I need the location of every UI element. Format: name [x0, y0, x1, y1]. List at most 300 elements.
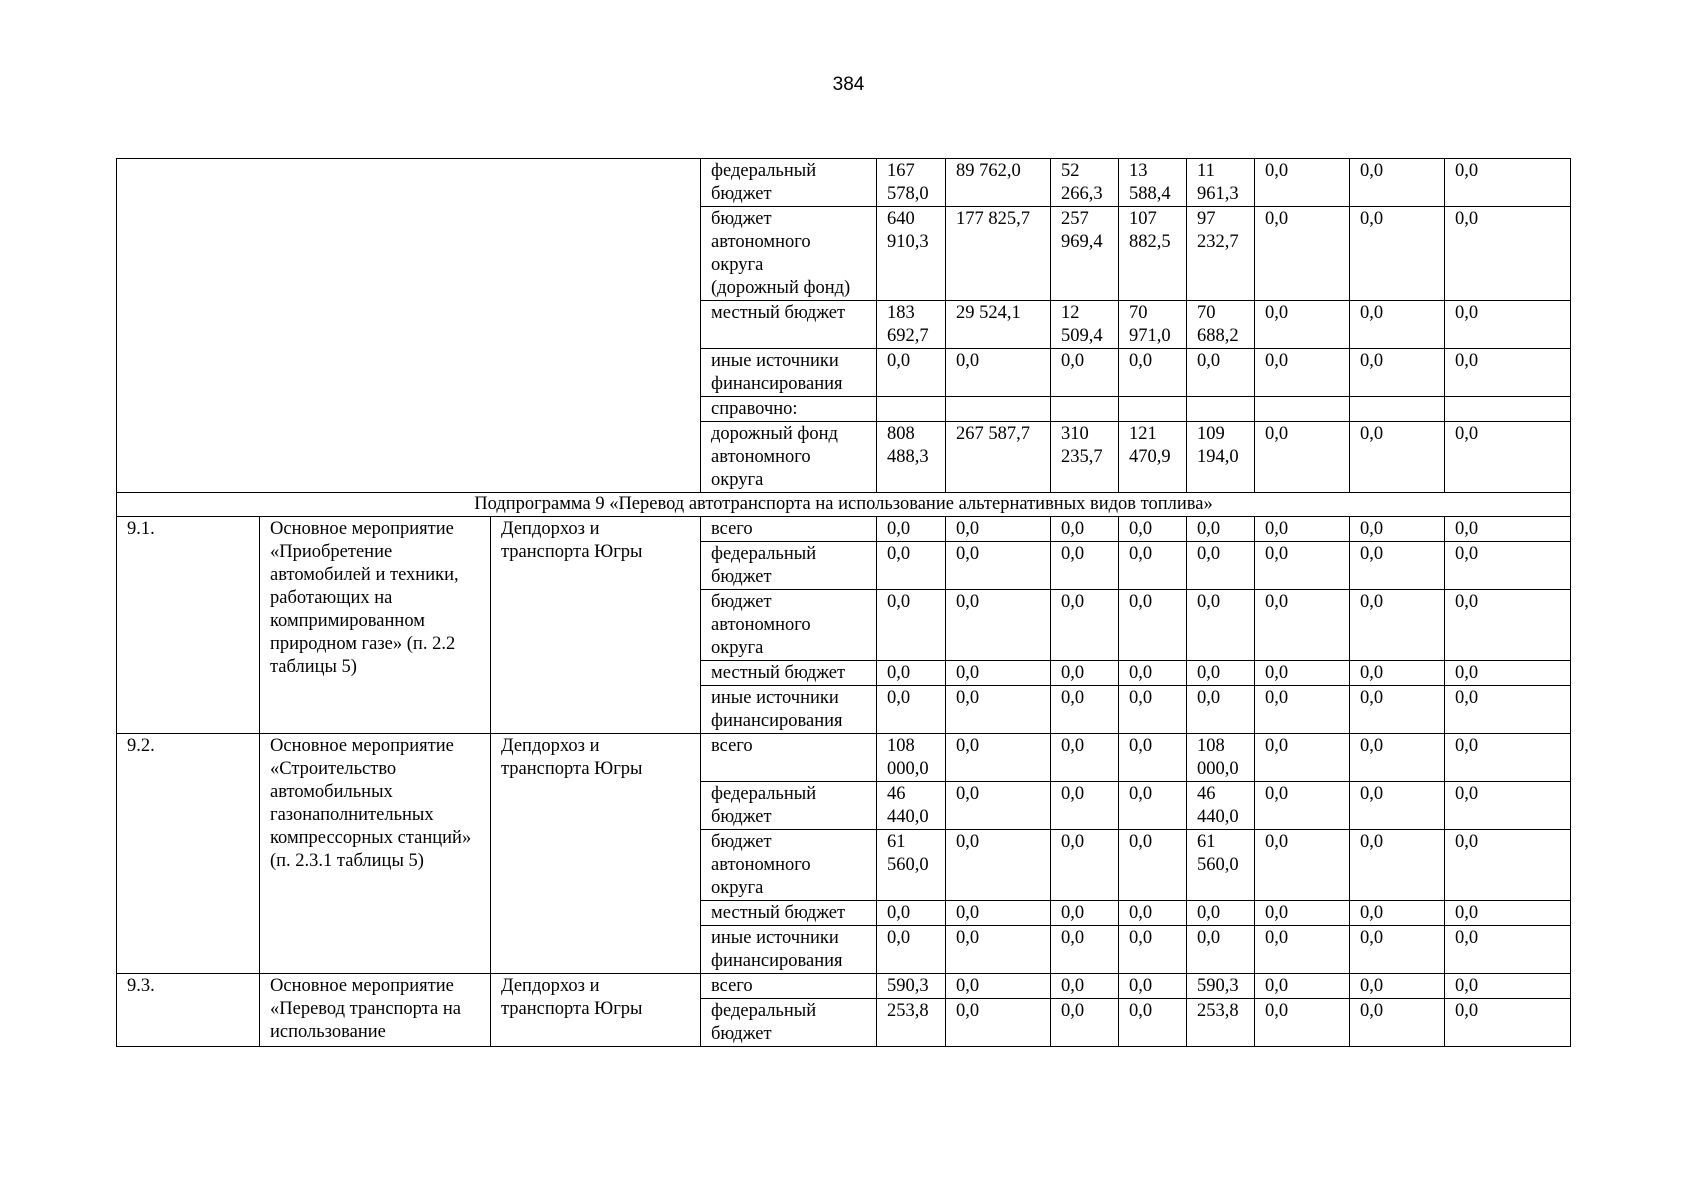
amount-cell-text: 70 688,2 [1197, 303, 1239, 346]
funding-source-cell [701, 349, 877, 397]
amount-cell [877, 782, 946, 830]
amount-cell [1255, 830, 1350, 901]
amount-cell [1445, 734, 1571, 782]
amount-cell-text: 0,0 [1265, 1001, 1289, 1021]
amount-cell-text: 310 235,7 [1061, 424, 1103, 467]
amount-cell-text: 108 000,0 [887, 736, 929, 779]
funding-source-cell [701, 782, 877, 830]
amount-cell-text: 0,0 [1455, 592, 1479, 612]
funding-source-cell-text: местный бюджет [711, 903, 846, 923]
amount-cell [1119, 159, 1187, 207]
amount-cell-text: 0,0 [1360, 976, 1384, 996]
activity-executor [491, 517, 701, 734]
amount-cell [1255, 999, 1350, 1047]
amount-cell-text: 0,0 [1265, 592, 1289, 612]
amount-cell-text: 0,0 [1197, 688, 1221, 708]
amount-cell-text: 12 509,4 [1061, 303, 1103, 346]
amount-cell-text: 109 194,0 [1197, 424, 1239, 467]
amount-cell [1445, 422, 1571, 493]
subprogram-title [117, 493, 1571, 517]
amount-cell-text: 0,0 [1265, 688, 1289, 708]
amount-cell [1255, 686, 1350, 734]
activity-name [260, 734, 491, 974]
amount-cell [1119, 974, 1187, 999]
amount-cell [1445, 159, 1571, 207]
amount-cell-text: 0,0 [887, 903, 911, 923]
funding-source-cell-text: местный бюджет [711, 663, 846, 683]
amount-cell-text: 0,0 [1360, 688, 1384, 708]
amount-cell [1350, 542, 1445, 590]
amount-cell-text: 0,0 [1360, 592, 1384, 612]
amount-cell [1051, 542, 1119, 590]
amount-cell [946, 349, 1051, 397]
amount-cell-text: 0,0 [956, 592, 980, 612]
amount-cell [1187, 517, 1255, 542]
amount-cell [1350, 397, 1445, 422]
amount-cell-text: 0,0 [887, 351, 911, 371]
amount-cell-text: 0,0 [1265, 519, 1289, 539]
amount-cell [1119, 901, 1187, 926]
amount-cell-text: 0,0 [1265, 351, 1289, 371]
amount-cell [877, 159, 946, 207]
amount-cell [1119, 782, 1187, 830]
amount-cell [1350, 517, 1445, 542]
funding-source-cell [701, 661, 877, 686]
amount-cell-text: 0,0 [1265, 736, 1289, 756]
amount-cell-text: 0,0 [1360, 209, 1384, 229]
amount-cell-text: 0,0 [956, 832, 980, 852]
amount-cell [946, 517, 1051, 542]
amount-cell-text: 0,0 [887, 688, 911, 708]
amount-cell [1350, 734, 1445, 782]
funding-source-cell [701, 422, 877, 493]
amount-cell [1350, 686, 1445, 734]
amount-cell-text: 0,0 [1129, 688, 1153, 708]
amount-cell-text: 177 825,7 [956, 209, 1030, 229]
amount-cell [1187, 397, 1255, 422]
amount-cell-text: 0,0 [1197, 928, 1221, 948]
amount-cell [946, 159, 1051, 207]
amount-cell [877, 349, 946, 397]
amount-cell [1255, 661, 1350, 686]
amount-cell-text: 0,0 [1197, 592, 1221, 612]
amount-cell-text: 0,0 [1455, 519, 1479, 539]
amount-cell [877, 517, 946, 542]
amount-cell [1187, 422, 1255, 493]
amount-cell-text: 0,0 [1265, 663, 1289, 683]
amount-cell [1187, 974, 1255, 999]
amount-cell-text: 0,0 [956, 351, 980, 371]
activity-executor-text: Депдорхоз и транспорта Югры [501, 519, 643, 562]
amount-cell-text: 0,0 [1197, 519, 1221, 539]
amount-cell-text: 0,0 [1360, 519, 1384, 539]
amount-cell-text: 0,0 [1360, 351, 1384, 371]
amount-cell-text: 0,0 [887, 663, 911, 683]
activity-number-text: 9.1. [127, 519, 155, 539]
amount-cell [1187, 301, 1255, 349]
activity-executor [491, 974, 701, 1047]
amount-cell-text: 11 961,3 [1197, 161, 1239, 204]
amount-cell [1445, 590, 1571, 661]
amount-cell [877, 207, 946, 301]
amount-cell-text: 0,0 [956, 1001, 980, 1021]
amount-cell [877, 422, 946, 493]
amount-cell [1445, 207, 1571, 301]
activity-number [117, 734, 260, 974]
amount-cell [946, 422, 1051, 493]
amount-cell-text: 0,0 [1265, 544, 1289, 564]
amount-cell [877, 397, 946, 422]
amount-cell-text: 0,0 [1455, 903, 1479, 923]
amount-cell [1445, 782, 1571, 830]
amount-cell [877, 661, 946, 686]
amount-cell-text: 0,0 [1129, 903, 1153, 923]
amount-cell-text: 0,0 [1265, 832, 1289, 852]
amount-cell-text: 61 560,0 [887, 832, 929, 875]
amount-cell-text: 0,0 [1265, 303, 1289, 323]
amount-cell-text: 0,0 [1455, 688, 1479, 708]
funding-source-cell-text: местный бюджет [711, 303, 846, 323]
funding-source-cell-text: всего [711, 976, 753, 996]
amount-cell-text: 0,0 [1265, 209, 1289, 229]
funding-source-cell [701, 830, 877, 901]
amount-cell [1119, 686, 1187, 734]
amount-cell [1350, 926, 1445, 974]
funding-source-cell-text: федеральный бюджет [711, 784, 817, 827]
funding-source-cell-text: иные источники финансирования [711, 688, 843, 731]
amount-cell-text: 0,0 [1197, 663, 1221, 683]
table-row [117, 517, 1571, 542]
amount-cell [1119, 661, 1187, 686]
funding-source-cell [701, 301, 877, 349]
amount-cell-text: 0,0 [1360, 544, 1384, 564]
amount-cell-text: 0,0 [1129, 663, 1153, 683]
amount-cell-text: 0,0 [1129, 784, 1153, 804]
amount-cell [1187, 686, 1255, 734]
amount-cell-text: 0,0 [1197, 544, 1221, 564]
amount-cell-text: 0,0 [1455, 161, 1479, 181]
amount-cell [1445, 397, 1571, 422]
amount-cell [1051, 926, 1119, 974]
table-row [117, 734, 1571, 782]
amount-cell-text: 0,0 [1360, 303, 1384, 323]
funding-source-cell-text: иные источники финансирования [711, 351, 843, 394]
amount-cell [1350, 901, 1445, 926]
funding-source-cell-text: бюджет автономного округа [711, 832, 811, 898]
amount-cell-text: 0,0 [1455, 351, 1479, 371]
amount-cell [1051, 590, 1119, 661]
amount-cell [946, 830, 1051, 901]
amount-cell [1187, 926, 1255, 974]
amount-cell [1350, 422, 1445, 493]
amount-cell [1051, 782, 1119, 830]
funding-source-cell [701, 734, 877, 782]
amount-cell [1051, 422, 1119, 493]
amount-cell [1051, 207, 1119, 301]
amount-cell [877, 974, 946, 999]
amount-cell [946, 590, 1051, 661]
funding-source-cell-text: справочно: [711, 399, 798, 419]
table-row [117, 974, 1571, 999]
amount-cell-text: 0,0 [1455, 1001, 1479, 1021]
amount-cell-text: 0,0 [956, 928, 980, 948]
amount-cell-text: 590,3 [1197, 976, 1239, 996]
amount-cell-text: 0,0 [1360, 784, 1384, 804]
funding-source-cell [701, 397, 877, 422]
amount-cell [1187, 661, 1255, 686]
activity-executor-text: Депдорхоз и транспорта Югры [501, 976, 643, 1019]
activity-executor [491, 734, 701, 974]
amount-cell [946, 974, 1051, 999]
amount-cell-text: 808 488,3 [887, 424, 929, 467]
amount-cell-text: 0,0 [1265, 784, 1289, 804]
amount-cell [1255, 207, 1350, 301]
amount-cell [1350, 590, 1445, 661]
table-row [117, 159, 1571, 207]
amount-cell [1350, 349, 1445, 397]
amount-cell-text: 29 524,1 [956, 303, 1021, 323]
budget-table [116, 158, 1571, 1047]
amount-cell-text: 0,0 [1061, 784, 1085, 804]
funding-source-cell [701, 590, 877, 661]
amount-cell-text: 52 266,3 [1061, 161, 1103, 204]
amount-cell [946, 901, 1051, 926]
amount-cell [1255, 159, 1350, 207]
amount-cell [1119, 207, 1187, 301]
amount-cell-text: 0,0 [1061, 544, 1085, 564]
funding-source-cell [701, 901, 877, 926]
amount-cell-text: 0,0 [1129, 519, 1153, 539]
amount-cell-text: 0,0 [1061, 351, 1085, 371]
amount-cell-text: 89 762,0 [956, 161, 1021, 181]
funding-source-cell [701, 999, 877, 1047]
amount-cell-text: 0,0 [1455, 736, 1479, 756]
amount-cell [1350, 999, 1445, 1047]
amount-cell [1051, 397, 1119, 422]
amount-cell [1255, 349, 1350, 397]
funding-source-cell-text: федеральный бюджет [711, 1001, 817, 1044]
amount-cell [1187, 159, 1255, 207]
amount-cell [877, 830, 946, 901]
amount-cell [1445, 974, 1571, 999]
amount-cell [1445, 830, 1571, 901]
amount-cell-text: 0,0 [1455, 784, 1479, 804]
amount-cell-text: 167 578,0 [887, 161, 929, 204]
amount-cell-text: 46 440,0 [887, 784, 929, 827]
amount-cell [946, 661, 1051, 686]
amount-cell [877, 734, 946, 782]
amount-cell-text: 0,0 [1061, 832, 1085, 852]
amount-cell-text: 0,0 [1455, 928, 1479, 948]
funding-source-cell [701, 926, 877, 974]
amount-cell [1255, 782, 1350, 830]
amount-cell [1051, 301, 1119, 349]
activity-number-text: 9.2. [127, 736, 155, 756]
amount-cell-text: 590,3 [887, 976, 929, 996]
amount-cell-text: 13 588,4 [1129, 161, 1171, 204]
funding-source-cell-text: иные источники финансирования [711, 928, 843, 971]
amount-cell [1187, 590, 1255, 661]
amount-cell [1445, 999, 1571, 1047]
amount-cell-text: 0,0 [956, 519, 980, 539]
amount-cell-text: 0,0 [1061, 736, 1085, 756]
amount-cell [877, 686, 946, 734]
amount-cell [1051, 517, 1119, 542]
funding-source-cell-text: бюджет автономного округа (дорожный фонд) [711, 209, 851, 298]
amount-cell [1255, 734, 1350, 782]
funding-source-cell-text: дорожный фонд автономного округа [711, 424, 838, 490]
activity-number-text: 9.3. [127, 976, 155, 996]
amount-cell-text: 0,0 [1197, 903, 1221, 923]
amount-cell [1187, 349, 1255, 397]
amount-cell [1187, 830, 1255, 901]
amount-cell [1051, 830, 1119, 901]
amount-cell [1445, 901, 1571, 926]
amount-cell-text: 0,0 [1455, 544, 1479, 564]
activity-name-text: Основное мероприятие «Строительство автомобильных газонаполнительных компрессорных станций» (п. 2.3.1 таблицы 5) [270, 736, 472, 871]
amount-cell-text: 0,0 [956, 544, 980, 564]
funding-source-cell [701, 542, 877, 590]
budget-table-body [117, 159, 1571, 1047]
funding-source-cell-text: федеральный бюджет [711, 161, 817, 204]
amount-cell-text: 121 470,9 [1129, 424, 1171, 467]
funding-source-cell [701, 159, 877, 207]
amount-cell-text: 0,0 [1265, 161, 1289, 181]
amount-cell [946, 542, 1051, 590]
amount-cell-text: 0,0 [1129, 351, 1153, 371]
amount-cell-text: 0,0 [1360, 903, 1384, 923]
amount-cell-text: 0,0 [887, 519, 911, 539]
amount-cell [1119, 999, 1187, 1047]
amount-cell [1051, 686, 1119, 734]
activity-number [117, 974, 260, 1047]
amount-cell [1445, 661, 1571, 686]
amount-cell [1051, 734, 1119, 782]
amount-cell [946, 782, 1051, 830]
amount-cell-text: 267 587,7 [956, 424, 1030, 444]
amount-cell [877, 999, 946, 1047]
funding-source-cell [701, 974, 877, 999]
amount-cell-text: 0,0 [1360, 928, 1384, 948]
amount-cell [1051, 349, 1119, 397]
amount-cell-text: 0,0 [1129, 928, 1153, 948]
amount-cell [1445, 301, 1571, 349]
amount-cell-text: 0,0 [1360, 663, 1384, 683]
amount-cell-text: 0,0 [956, 663, 980, 683]
amount-cell [1255, 590, 1350, 661]
amount-cell-text: 0,0 [1265, 928, 1289, 948]
amount-cell-text: 0,0 [1360, 1001, 1384, 1021]
amount-cell-text: 0,0 [887, 544, 911, 564]
amount-cell [877, 926, 946, 974]
funding-source-cell-text: федеральный бюджет [711, 544, 817, 587]
amount-cell-text: 0,0 [956, 688, 980, 708]
amount-cell-text: 0,0 [1265, 976, 1289, 996]
amount-cell-text: 0,0 [1129, 976, 1153, 996]
amount-cell [1051, 661, 1119, 686]
amount-cell [1255, 974, 1350, 999]
amount-cell [1255, 301, 1350, 349]
amount-cell [1255, 901, 1350, 926]
funding-source-cell [701, 517, 877, 542]
amount-cell [1119, 397, 1187, 422]
funding-source-cell-text: всего [711, 736, 753, 756]
amount-cell-text: 253,8 [1197, 1001, 1239, 1021]
activity-executor-text: Депдорхоз и транспорта Югры [501, 736, 643, 779]
amount-cell [1119, 590, 1187, 661]
amount-cell [1255, 397, 1350, 422]
amount-cell [1350, 207, 1445, 301]
amount-cell [1445, 686, 1571, 734]
amount-cell-text: 0,0 [1061, 519, 1085, 539]
amount-cell-text: 0,0 [1061, 592, 1085, 612]
amount-cell [946, 207, 1051, 301]
amount-cell [1187, 901, 1255, 926]
amount-cell-text: 61 560,0 [1197, 832, 1239, 875]
amount-cell-text: 0,0 [1129, 1001, 1153, 1021]
amount-cell [1445, 926, 1571, 974]
amount-cell-text: 0,0 [956, 976, 980, 996]
amount-cell [1445, 542, 1571, 590]
amount-cell-text: 0,0 [1061, 663, 1085, 683]
amount-cell [946, 301, 1051, 349]
amount-cell [1350, 159, 1445, 207]
carryover-blank-cell [117, 159, 701, 493]
amount-cell-text: 0,0 [1265, 424, 1289, 444]
amount-cell-text: 0,0 [1061, 976, 1085, 996]
amount-cell-text: 0,0 [1455, 303, 1479, 323]
amount-cell [877, 590, 946, 661]
amount-cell-text: 0,0 [887, 928, 911, 948]
amount-cell [946, 926, 1051, 974]
amount-cell [1051, 974, 1119, 999]
amount-cell [1119, 349, 1187, 397]
amount-cell-text: 0,0 [1455, 976, 1479, 996]
amount-cell-text: 107 882,5 [1129, 209, 1171, 252]
amount-cell-text: 0,0 [1061, 1001, 1085, 1021]
amount-cell-text: 0,0 [956, 903, 980, 923]
activity-number [117, 517, 260, 734]
amount-cell-text: 0,0 [1360, 161, 1384, 181]
amount-cell [1187, 542, 1255, 590]
amount-cell-text: 0,0 [887, 592, 911, 612]
amount-cell [1119, 517, 1187, 542]
amount-cell-text: 0,0 [1455, 663, 1479, 683]
activity-name-text: Основное мероприятие «Перевод транспорта на использование [270, 976, 461, 1042]
amount-cell-text: 0,0 [1360, 424, 1384, 444]
amount-cell [1187, 782, 1255, 830]
amount-cell-text: 0,0 [956, 736, 980, 756]
amount-cell [1051, 999, 1119, 1047]
amount-cell-text: 0,0 [1360, 832, 1384, 852]
amount-cell [1350, 830, 1445, 901]
amount-cell-text: 0,0 [1061, 928, 1085, 948]
amount-cell-text: 0,0 [1197, 351, 1221, 371]
amount-cell [946, 734, 1051, 782]
activity-name [260, 974, 491, 1047]
page-number: 384 [832, 74, 865, 95]
amount-cell-text: 257 969,4 [1061, 209, 1103, 252]
amount-cell-text: 0,0 [1061, 903, 1085, 923]
amount-cell [1350, 974, 1445, 999]
amount-cell [877, 301, 946, 349]
amount-cell-text: 46 440,0 [1197, 784, 1239, 827]
amount-cell [1350, 782, 1445, 830]
amount-cell [1255, 422, 1350, 493]
funding-source-cell [701, 686, 877, 734]
amount-cell [1350, 661, 1445, 686]
amount-cell-text: 0,0 [1360, 736, 1384, 756]
